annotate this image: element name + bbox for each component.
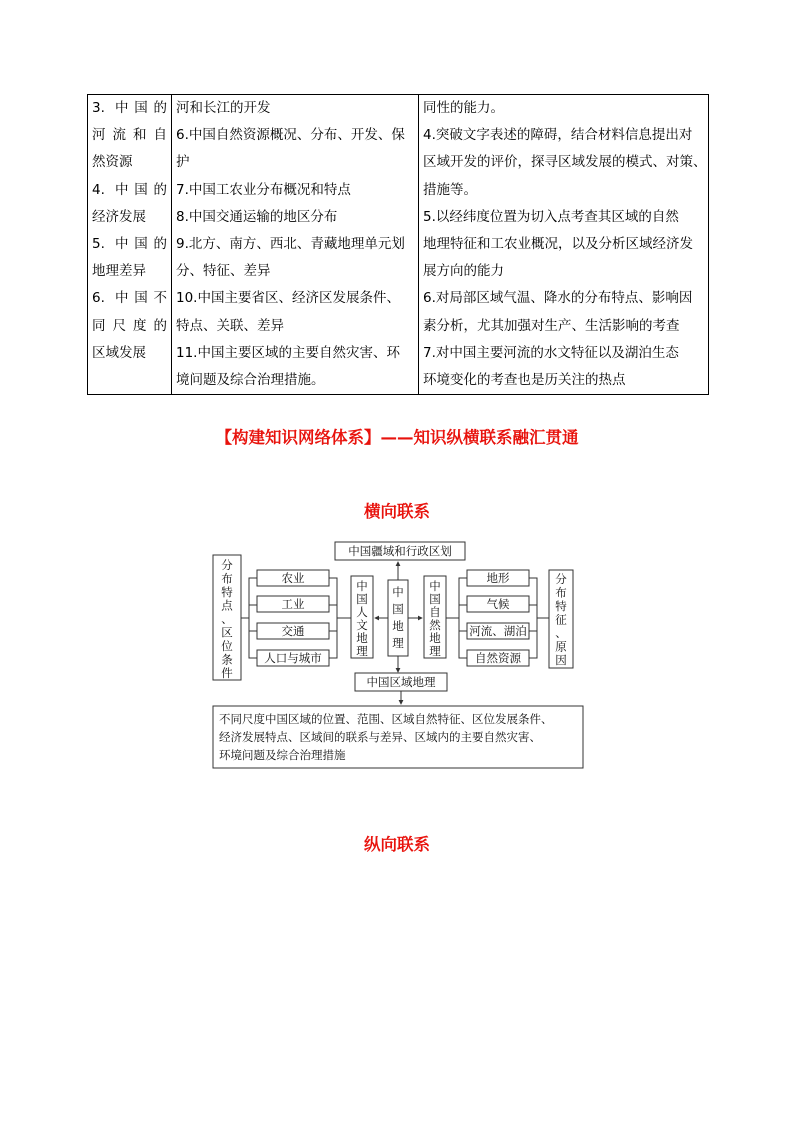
topic-cell	[88, 95, 172, 395]
vertical-char: 中	[392, 585, 404, 599]
vertical-char: 、	[555, 626, 567, 640]
requirement-line: 4.突破文字表述的障碍，结合材料信息提出对	[423, 127, 693, 144]
transport-label: 交通	[281, 624, 305, 638]
content-cell	[172, 95, 419, 395]
left-summary-text	[221, 558, 233, 680]
content-line: 境问题及综合治理措施。	[176, 372, 325, 389]
agriculture-label: 农业	[281, 571, 305, 585]
requirement-line: 区域开发的评价，探寻区域发展的模式、对策、	[423, 154, 707, 171]
topic-line: 然资源	[92, 154, 133, 171]
rivers-label: 河流、湖泊	[469, 624, 527, 638]
right-bracket	[529, 578, 549, 658]
territory-label: 中国疆域和行政区划	[348, 544, 452, 558]
industry-label: 工业	[281, 597, 305, 611]
content-line: 8.中国交通运输的地区分布	[176, 208, 338, 225]
content-line: 6.中国自然资源概况、分布、开发、保	[176, 127, 405, 144]
vertical-char: 人	[356, 605, 368, 619]
vertical-char: 国	[356, 592, 368, 606]
population-label: 人口与城市	[264, 651, 322, 665]
topic-line: 4. 中国的	[92, 181, 167, 198]
vertical-char: 理	[392, 636, 404, 650]
vertical-char: 地	[429, 631, 441, 645]
vertical-char: 区	[221, 625, 233, 640]
requirement-line: 措施等。	[423, 181, 477, 198]
summary-line: 经济发展特点、区域间的联系与差异、区域内的主要自然灾害、	[219, 730, 541, 744]
climate-label: 气候	[486, 597, 510, 611]
topic-line: 5. 中国的	[92, 236, 167, 253]
vertical-char: 特	[555, 599, 567, 613]
content-line: 10.中国主要省区、经济区发展条件、	[176, 290, 400, 307]
topic-line: 同 尺 度 的	[92, 317, 167, 334]
vertical-char: 、	[221, 612, 233, 626]
topic-line: 河 流 和 自	[92, 127, 167, 144]
requirement-line: 同性的能力。	[423, 100, 504, 116]
knowledge-network-diagram	[205, 540, 587, 770]
content-line: 7.中国工农业分布概况和特点	[176, 181, 351, 198]
regional-geography-label: 中国区域地理	[366, 675, 436, 689]
left-connector	[329, 578, 351, 658]
vertical-char: 特	[221, 585, 233, 599]
requirement-line: 6.对局部区域气温、降水的分布特点、影响因	[423, 290, 693, 307]
vertical-char: 位	[221, 639, 233, 653]
resources-label: 自然资源	[475, 651, 521, 665]
vertical-char: 原	[555, 639, 567, 654]
vertical-char: 件	[221, 666, 233, 680]
vertical-char: 布	[221, 571, 233, 586]
topic-line: 地理差异	[92, 263, 146, 280]
content-line: 11.中国主要区域的主要自然灾害、环	[176, 344, 400, 361]
topic-line: 经济发展	[92, 208, 146, 225]
natural-geography-text	[429, 579, 441, 658]
content-line: 9.北方、南方、西北、青藏地理单元划	[176, 236, 405, 253]
vertical-char: 地	[356, 631, 368, 645]
vertical-char: 地	[392, 619, 404, 633]
vertical-char: 中	[356, 579, 368, 593]
requirement-line: 展方向的能力	[423, 263, 504, 280]
vertical-char: 条	[221, 652, 233, 667]
vertical-char: 国	[429, 592, 441, 606]
curriculum-table	[87, 94, 709, 395]
vertical-char: 分	[555, 572, 567, 586]
requirement-line: 素分析，尤其加强对生产、生活影响的考查	[423, 317, 680, 334]
topic-line: 3. 中国的	[92, 100, 167, 116]
section-heading: 【构建知识网络体系】——知识纵横联系融汇贯通	[215, 428, 579, 447]
requirement-line: 7.对中国主要河流的水文特征以及湖泊生态	[423, 344, 679, 361]
vertical-char: 因	[555, 653, 567, 667]
vertical-char: 国	[392, 602, 404, 616]
vertical-heading: 纵向联系	[364, 835, 430, 854]
table-row	[88, 95, 709, 395]
right-summary-text	[555, 572, 567, 667]
summary-line: 环境问题及综合治理措施	[219, 748, 346, 762]
content-line: 分、特征、差异	[176, 263, 271, 280]
right-connector	[446, 578, 467, 658]
vertical-char: 中	[429, 579, 441, 593]
content-line: 特点、关联、差异	[176, 317, 284, 334]
topic-line: 区域发展	[92, 344, 146, 361]
requirement-line: 5.以经纬度位置为切入点考查其区域的自然	[423, 208, 679, 225]
vertical-char: 然	[429, 618, 441, 632]
vertical-char: 理	[429, 644, 441, 658]
vertical-char: 理	[356, 644, 368, 658]
landform-label: 地形	[486, 571, 510, 585]
vertical-char: 征	[555, 612, 567, 627]
vertical-char: 点	[221, 598, 233, 613]
vertical-char: 分	[221, 558, 233, 572]
requirement-line: 地理特征和工农业概况，以及分析区域经济发	[423, 236, 693, 253]
left-bracket	[241, 578, 257, 658]
vertical-char: 布	[555, 585, 567, 600]
requirement-cell	[419, 95, 709, 395]
content-line: 护	[176, 154, 190, 171]
human-geography-text	[356, 579, 368, 658]
content-line: 河和长江的开发	[176, 100, 271, 116]
horizontal-heading: 横向联系	[364, 502, 430, 521]
summary-line: 不同尺度中国区域的位置、范围、区域自然特征、区位发展条件、	[219, 712, 553, 726]
vertical-char: 文	[356, 618, 368, 632]
vertical-char: 自	[429, 605, 441, 619]
topic-line: 6. 中国不	[92, 290, 167, 307]
requirement-line: 环境变化的考查也是历关注的热点	[423, 372, 626, 389]
